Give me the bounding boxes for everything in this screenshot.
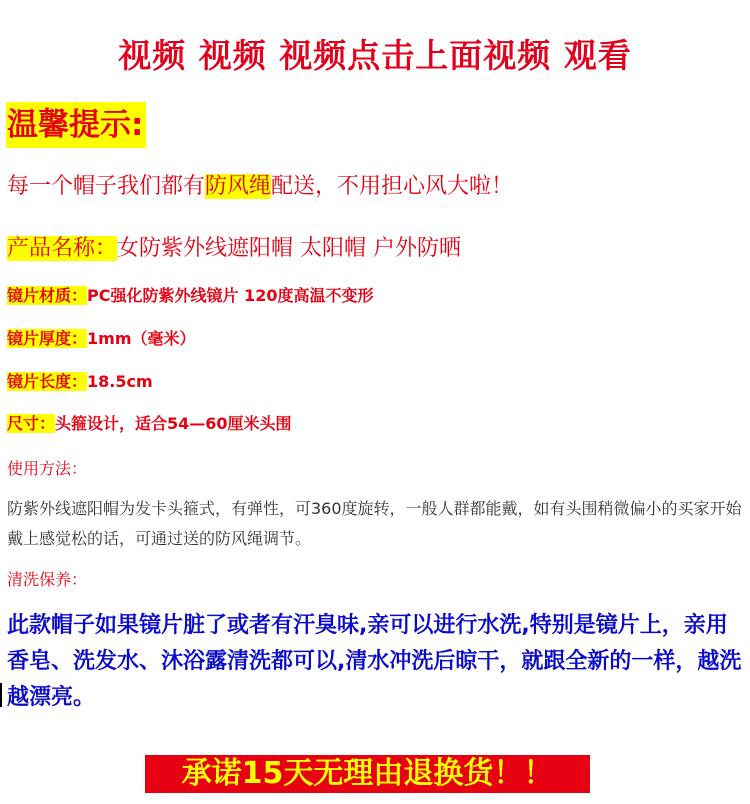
lens-material-row	[7, 283, 373, 306]
lens-material-value: PC强化防紫外线镜片 120度高温不变形	[87, 286, 374, 305]
usage-description: 防紫外线遮阳帽为发卡头箍式，有弹性，可360度旋转，一般人群都能戴，如有头围稍微偏小的买家开始戴上感觉松的话，可通过送的防风绳调节。	[7, 499, 742, 548]
tip-suffix: 配送，不用担心风大啦！	[271, 174, 514, 199]
lens-thickness-value: 1mm（毫米）	[87, 329, 196, 348]
product-name-value: 女防紫外线遮阳帽 太阳帽 户外防晒	[117, 236, 462, 261]
product-name-label: 产品名称：	[7, 236, 118, 261]
lens-length-row	[7, 369, 153, 392]
size-label: 尺寸：	[7, 414, 56, 433]
return-promise-banner: 承诺15天无理由退换货！！	[145, 755, 590, 793]
windproof-cord-tip	[7, 169, 513, 200]
video-prompt-title: 视频 视频 视频点击上面视频 观看	[118, 36, 632, 75]
tip-prefix: 每一个帽子我们都有	[7, 174, 206, 199]
lens-length-label: 镜片长度：	[7, 372, 88, 391]
care-heading: 清洗保养：	[7, 570, 88, 589]
lens-material-label: 镜片材质：	[7, 286, 88, 305]
care-description: 此款帽子如果镜片脏了或者有汗臭味,亲可以进行水洗,特别是镜片上，亲用香皂、洗发水、沐浴露清洗都可以,清水冲洗后晾干，就跟全新的一样，越洗越漂亮。	[7, 613, 742, 710]
usage-heading: 使用方法：	[7, 459, 88, 478]
size-value: 头箍设计，适合54—60厘米头围	[55, 414, 292, 433]
tip-highlight: 防风绳	[205, 174, 272, 199]
lens-thickness-label: 镜片厚度：	[7, 329, 88, 348]
lens-length-value: 18.5cm	[87, 372, 153, 391]
size-row	[7, 411, 292, 434]
product-name-row	[7, 231, 461, 262]
notice-heading: 温馨提示:	[6, 102, 146, 148]
lens-thickness-row	[7, 326, 196, 349]
left-edge-divider	[0, 683, 5, 707]
